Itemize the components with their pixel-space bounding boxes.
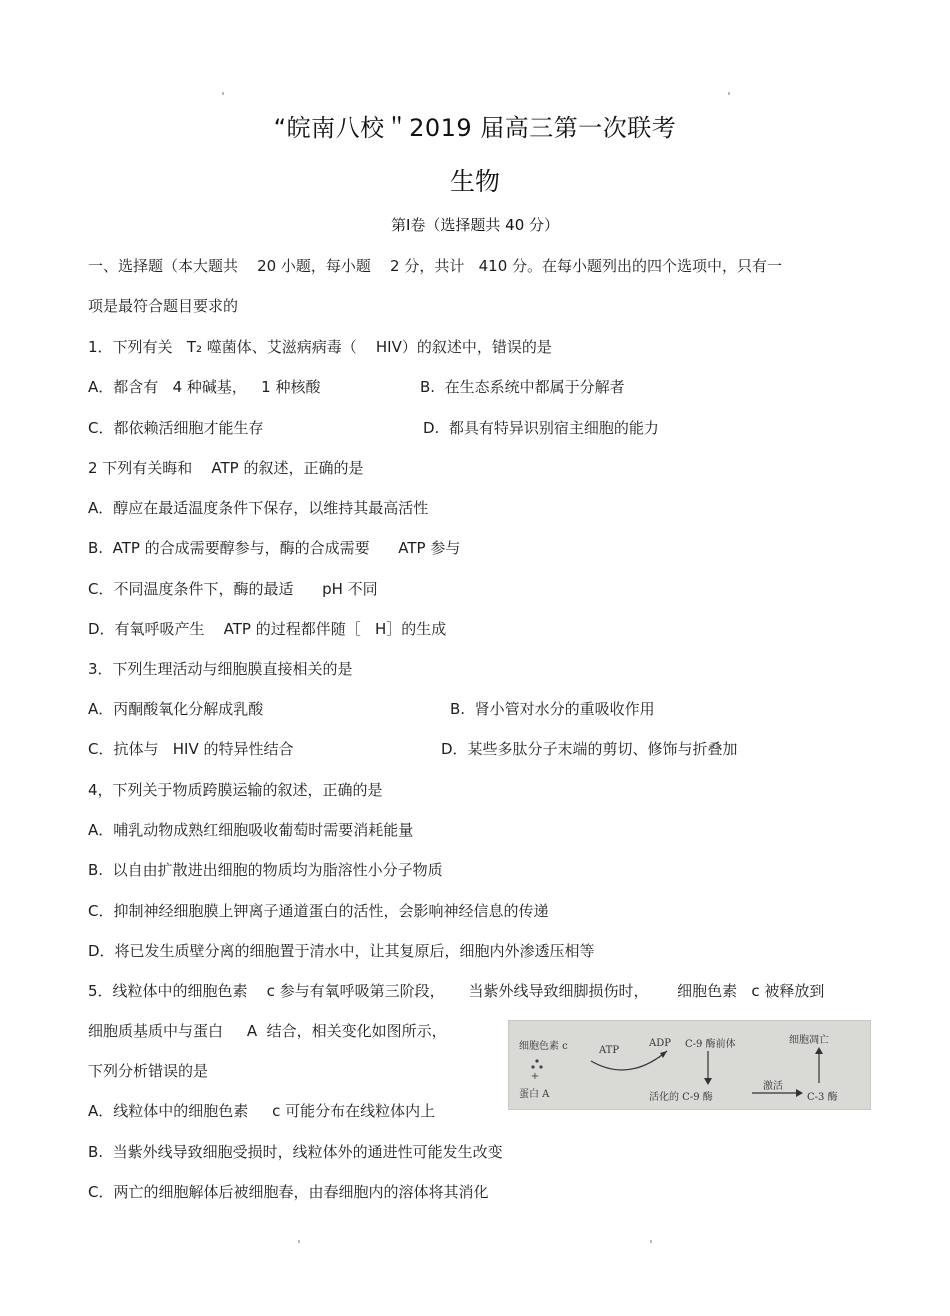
question-5-option-b: B. 当紫外线导致细胞受损时，线粒体外的通进性可能发生改变 — [88, 1143, 503, 1161]
question-4-option-c: C．抑制神经细胞膜上钾离子通道蛋白的活性，会影响神经信息的传递 — [88, 902, 549, 920]
label-c9-complex: C-9 酶前体 — [685, 1039, 736, 1050]
label-activation: 激活 — [763, 1081, 783, 1092]
label-protein-a: 蛋白 A — [519, 1089, 550, 1100]
question-3-option-c: C．抗体与 HIV 的特异性结合 — [88, 740, 294, 758]
question-1-stem: 1．下列有关 T₂ 噬菌体、艾滋病病毒（ HIV）的叙述中，错误的是 — [88, 338, 552, 356]
subject-title: 生物 — [449, 167, 500, 196]
instructions-line-2: 项是最符合题目要求的 — [88, 297, 239, 315]
label-c3: C-3 酶 — [807, 1092, 838, 1103]
exam-title: “皖南八校＂2019 届高三第一次联考 — [273, 114, 677, 142]
question-4-option-d: D．将已发生质壁分离的细胞置于清水中，让其复原后，细胞内外渗透压相等 — [88, 942, 595, 960]
scan-mark — [298, 1240, 300, 1243]
svg-text:+: + — [530, 1071, 540, 1082]
question-3-option-b: B. 肾小管对水分的重吸收作用 — [450, 700, 655, 718]
question-2-option-c: C．不同温度条件下，酶的最适 pH 不同 — [88, 580, 378, 598]
label-atp: ATP — [599, 1045, 620, 1056]
label-cytochrome-c: 细胞色素 c — [519, 1041, 568, 1052]
question-5-option-c: C．两亡的细胞解体后被细胞春，由春细胞内的溶体将其消化 — [88, 1183, 489, 1201]
question-2-stem: 2 下列有关晦和 ATP 的叙述，正确的是 — [88, 459, 364, 477]
scan-mark — [728, 92, 730, 95]
scan-mark — [650, 1240, 652, 1243]
question-2-option-b: B. ATP 的合成需要醇参与，酶的合成需要 ATP 参与 — [88, 539, 461, 557]
question-5-stem-line-3: 下列分析错误的是 — [88, 1062, 209, 1080]
section-heading: 第Ⅰ卷（选择题共 40 分） — [390, 216, 560, 234]
question-2-option-a: A．醇应在最适温度条件下保存，以维持其最高活性 — [88, 499, 429, 517]
question-5-stem-line-1: 5．线粒体中的细胞色素 c 参与有氧呼吸第三阶段， 当紫外线导致细脚损伤时， 细胞色素 c 被释放到 — [88, 982, 825, 1000]
apoptosis-pathway-figure — [508, 1020, 871, 1110]
question-3-option-a: A．丙酮酸氧化分解成乳酸 — [88, 700, 264, 718]
question-2-option-d: D．有氧呼吸产生 ATP 的过程都伴随［ H］的生成 — [88, 620, 447, 638]
question-3-option-d: D．某些多肽分子末端的剪切、修饰与折叠加 — [441, 740, 738, 758]
label-adp: ADP — [649, 1038, 671, 1049]
instructions-line-1: 一、选择题（本大题共 20 小题，每小题 2 分，共计 410 分。在每小题列出的四个选项中，只有一 — [88, 257, 783, 275]
question-1-option-d: D. 都具有特异识别宿主细胞的能力 — [423, 419, 659, 437]
question-1-option-c: C．都依赖活细胞才能生存 — [88, 419, 264, 437]
label-apoptosis: 细胞凋亡 — [789, 1035, 829, 1046]
question-3-stem: 3．下列生理活动与细胞膜直接相关的是 — [88, 660, 353, 678]
question-5-stem-line-2: 细胞质基质中与蛋白 A 结合，相关变化如图所示， — [88, 1022, 447, 1040]
question-4-option-a: A．哺乳动物成熟红细胞吸收葡萄时需要消耗能量 — [88, 821, 414, 839]
scan-mark — [222, 92, 224, 95]
question-4-option-b: B. 以自由扩散进出细胞的物质均为脂溶性小分子物质 — [88, 861, 443, 879]
question-4-stem: 4，下列关于物质跨膜运输的叙述，正确的是 — [88, 781, 383, 799]
question-1-option-b: B. 在生态系统中都属于分解者 — [420, 378, 625, 396]
question-5-option-a: A．线粒体中的细胞色素 c 可能分布在线粒体内上 — [88, 1102, 436, 1120]
question-1-option-a: A．都含有 4 种碱基， 1 种核酸 — [88, 378, 321, 396]
label-activated-c9: 活化的 C-9 酶 — [649, 1092, 713, 1103]
